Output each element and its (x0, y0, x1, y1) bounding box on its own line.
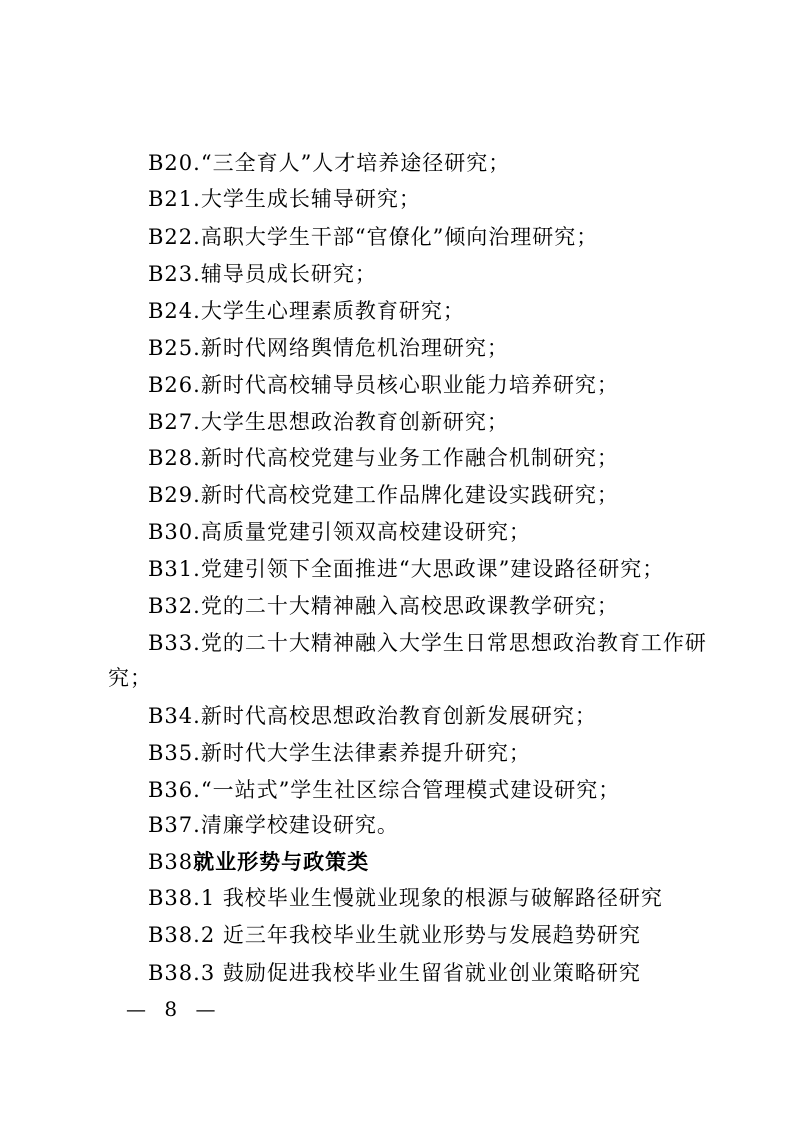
list-item: B24.大学生心理素质教育研究； (148, 299, 465, 323)
list-item: B30.高质量党建引领双高校建设研究； (148, 520, 531, 544)
list-item: B36.“一站式”学生社区综合管理模式建设研究； (148, 778, 621, 802)
list-item: B26.新时代高校辅导员核心职业能力培养研究； (148, 373, 619, 397)
list-item: B35.新时代大学生法律素养提升研究； (148, 741, 531, 765)
list-item: B34.新时代高校思想政治教育创新发展研究； (148, 704, 597, 728)
list-item: B28.新时代高校党建与业务工作融合机制研究； (148, 446, 619, 470)
list-item: B20.“三全育人”人才培养途径研究； (148, 151, 511, 175)
list-item: B27.大学生思想政治教育创新研究； (148, 410, 509, 434)
list-item: B22.高职大学生干部“官僚化”倾向治理研究； (148, 225, 599, 249)
section-subitem: B38.3 鼓励促进我校毕业生留省就业创业策略研究 (148, 961, 641, 985)
list-item-b33-line2: 究； (108, 666, 152, 690)
section-heading (148, 849, 369, 875)
section-subitem: B38.2 近三年我校毕业生就业形势与发展趋势研究 (148, 923, 641, 947)
list-item: B21.大学生成长辅导研究； (148, 187, 421, 211)
list-item: B31.党建引领下全面推进“大思政课”建设路径研究； (148, 557, 665, 581)
list-item-b33-line1: B33.党的二十大精神融入大学生日常思想政治教育工作研 (148, 631, 707, 655)
list-item: B32.党的二十大精神融入高校思政课教学研究； (148, 594, 619, 618)
section-title: 就业形势与政策类 (193, 850, 370, 874)
section-subitem: B38.1 我校毕业生慢就业现象的根源与破解路径研究 (148, 886, 663, 910)
list-item: B23.辅导员成长研究； (148, 262, 377, 286)
page-number: — 8 — (126, 997, 222, 1021)
section-code: B38 (148, 850, 194, 874)
list-item: B25.新时代网络舆情危机治理研究； (148, 336, 509, 360)
list-item: B37.清廉学校建设研究。 (148, 813, 399, 837)
list-item: B29.新时代高校党建工作品牌化建设实践研究； (148, 483, 619, 507)
